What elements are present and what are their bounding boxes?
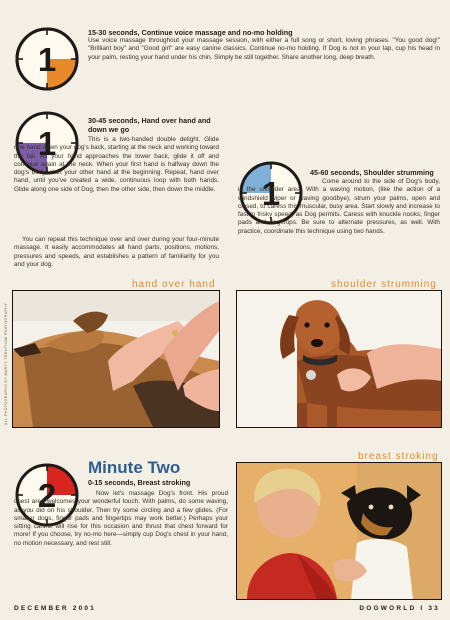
section-title: 0-15 seconds, Breast stroking <box>88 478 191 487</box>
section-body: This is a two-handed double delight. Glide one hand down your dog's back, starting at the neck and working toward the tail. As your hand approaches the lower back, glide it off and continue again at the neck. When your first hand is halfway down the dog's body, start your other hand at the beginning. Repeat, hand over hand, until you've created a wide, continuous loop with both hands. Glide along one side of Dog, then the other side, then down the middle. <box>14 136 219 193</box>
photo-breast-stroking <box>236 462 442 600</box>
clock-number: 1 <box>37 41 57 78</box>
photo-credit: ALL PHOTOGRAPHS BY MARTY TRENTHAM PHOTOGRAPHY <box>4 302 8 425</box>
section-title: 30-45 seconds, Hand over hand and down we go <box>88 116 211 134</box>
svg-text:1: 1 <box>37 125 57 162</box>
section-body-continued: You can repeat this technique over and over during your four-minute massage. It easily accommodates all hand parts, positions, motions, pressures and speeds, and establishes a pattern of familiarity for you and your dog. <box>14 236 219 268</box>
section-title: 45-60 seconds, Shoulder strumming <box>310 168 434 177</box>
caption-shoulder-strumming: shoulder strumming <box>331 279 437 290</box>
svg-text:1: 1 <box>261 175 281 212</box>
footer-page: DOGWORLD I 33 <box>359 605 440 612</box>
photo-hand-over-hand <box>12 290 220 428</box>
clock-icon-orange <box>14 26 80 92</box>
photo-shoulder-strumming <box>236 290 442 428</box>
footer-date: DECEMBER 2001 <box>14 605 97 612</box>
section-heading: Minute Two <box>88 458 181 477</box>
caption-breast-stroking: breast stroking <box>358 451 439 462</box>
svg-text:2: 2 <box>37 477 57 514</box>
section-body: Come around to the side of Dog's body, in the shoulder area. With a waving motion, (like the action of a windshield wiper or waving goodbye), strum your palms, open and closed, to caress this muscular, busy area. Start slowly and increase to fast 'n frisky speed, as Dog permits. Caress with knuckle nooks, finger pads and fingertips. Be sure to alternate pressures, as well. With practice, coordinate this technique using two hands. <box>238 178 440 235</box>
section-body: Now let's massage Dog's front. His proud chest area welcomes your wonderful touch. With palms, do some waving, as you did on his shoulder. Then try some circling and a few glides. (For smaller dogs, finger pads and fingertips may work better.) Perhaps your sitting canine will rise for this occasion and thrust that chest forward for more! If you choose, try no-mo here—simply cup Dog's chest in your hand, no motion necessary, and rest still. <box>14 490 228 547</box>
section-body: Use voice massage throughout your massage session, with either a full song or short, loving phrases. "You good dog!" "Brilliant boy" and "Good girl" are easy canine classics. Continue no-mo holding. If Dog is not in your lap, cup his head in your palm, resting your hand under his chin. Simply be still together. Share another long, deep breath. <box>88 37 440 61</box>
caption-hand-over-hand: hand over hand <box>132 279 216 290</box>
section-title: 15-30 seconds, Continue voice massage and no-mo holding <box>88 28 293 37</box>
